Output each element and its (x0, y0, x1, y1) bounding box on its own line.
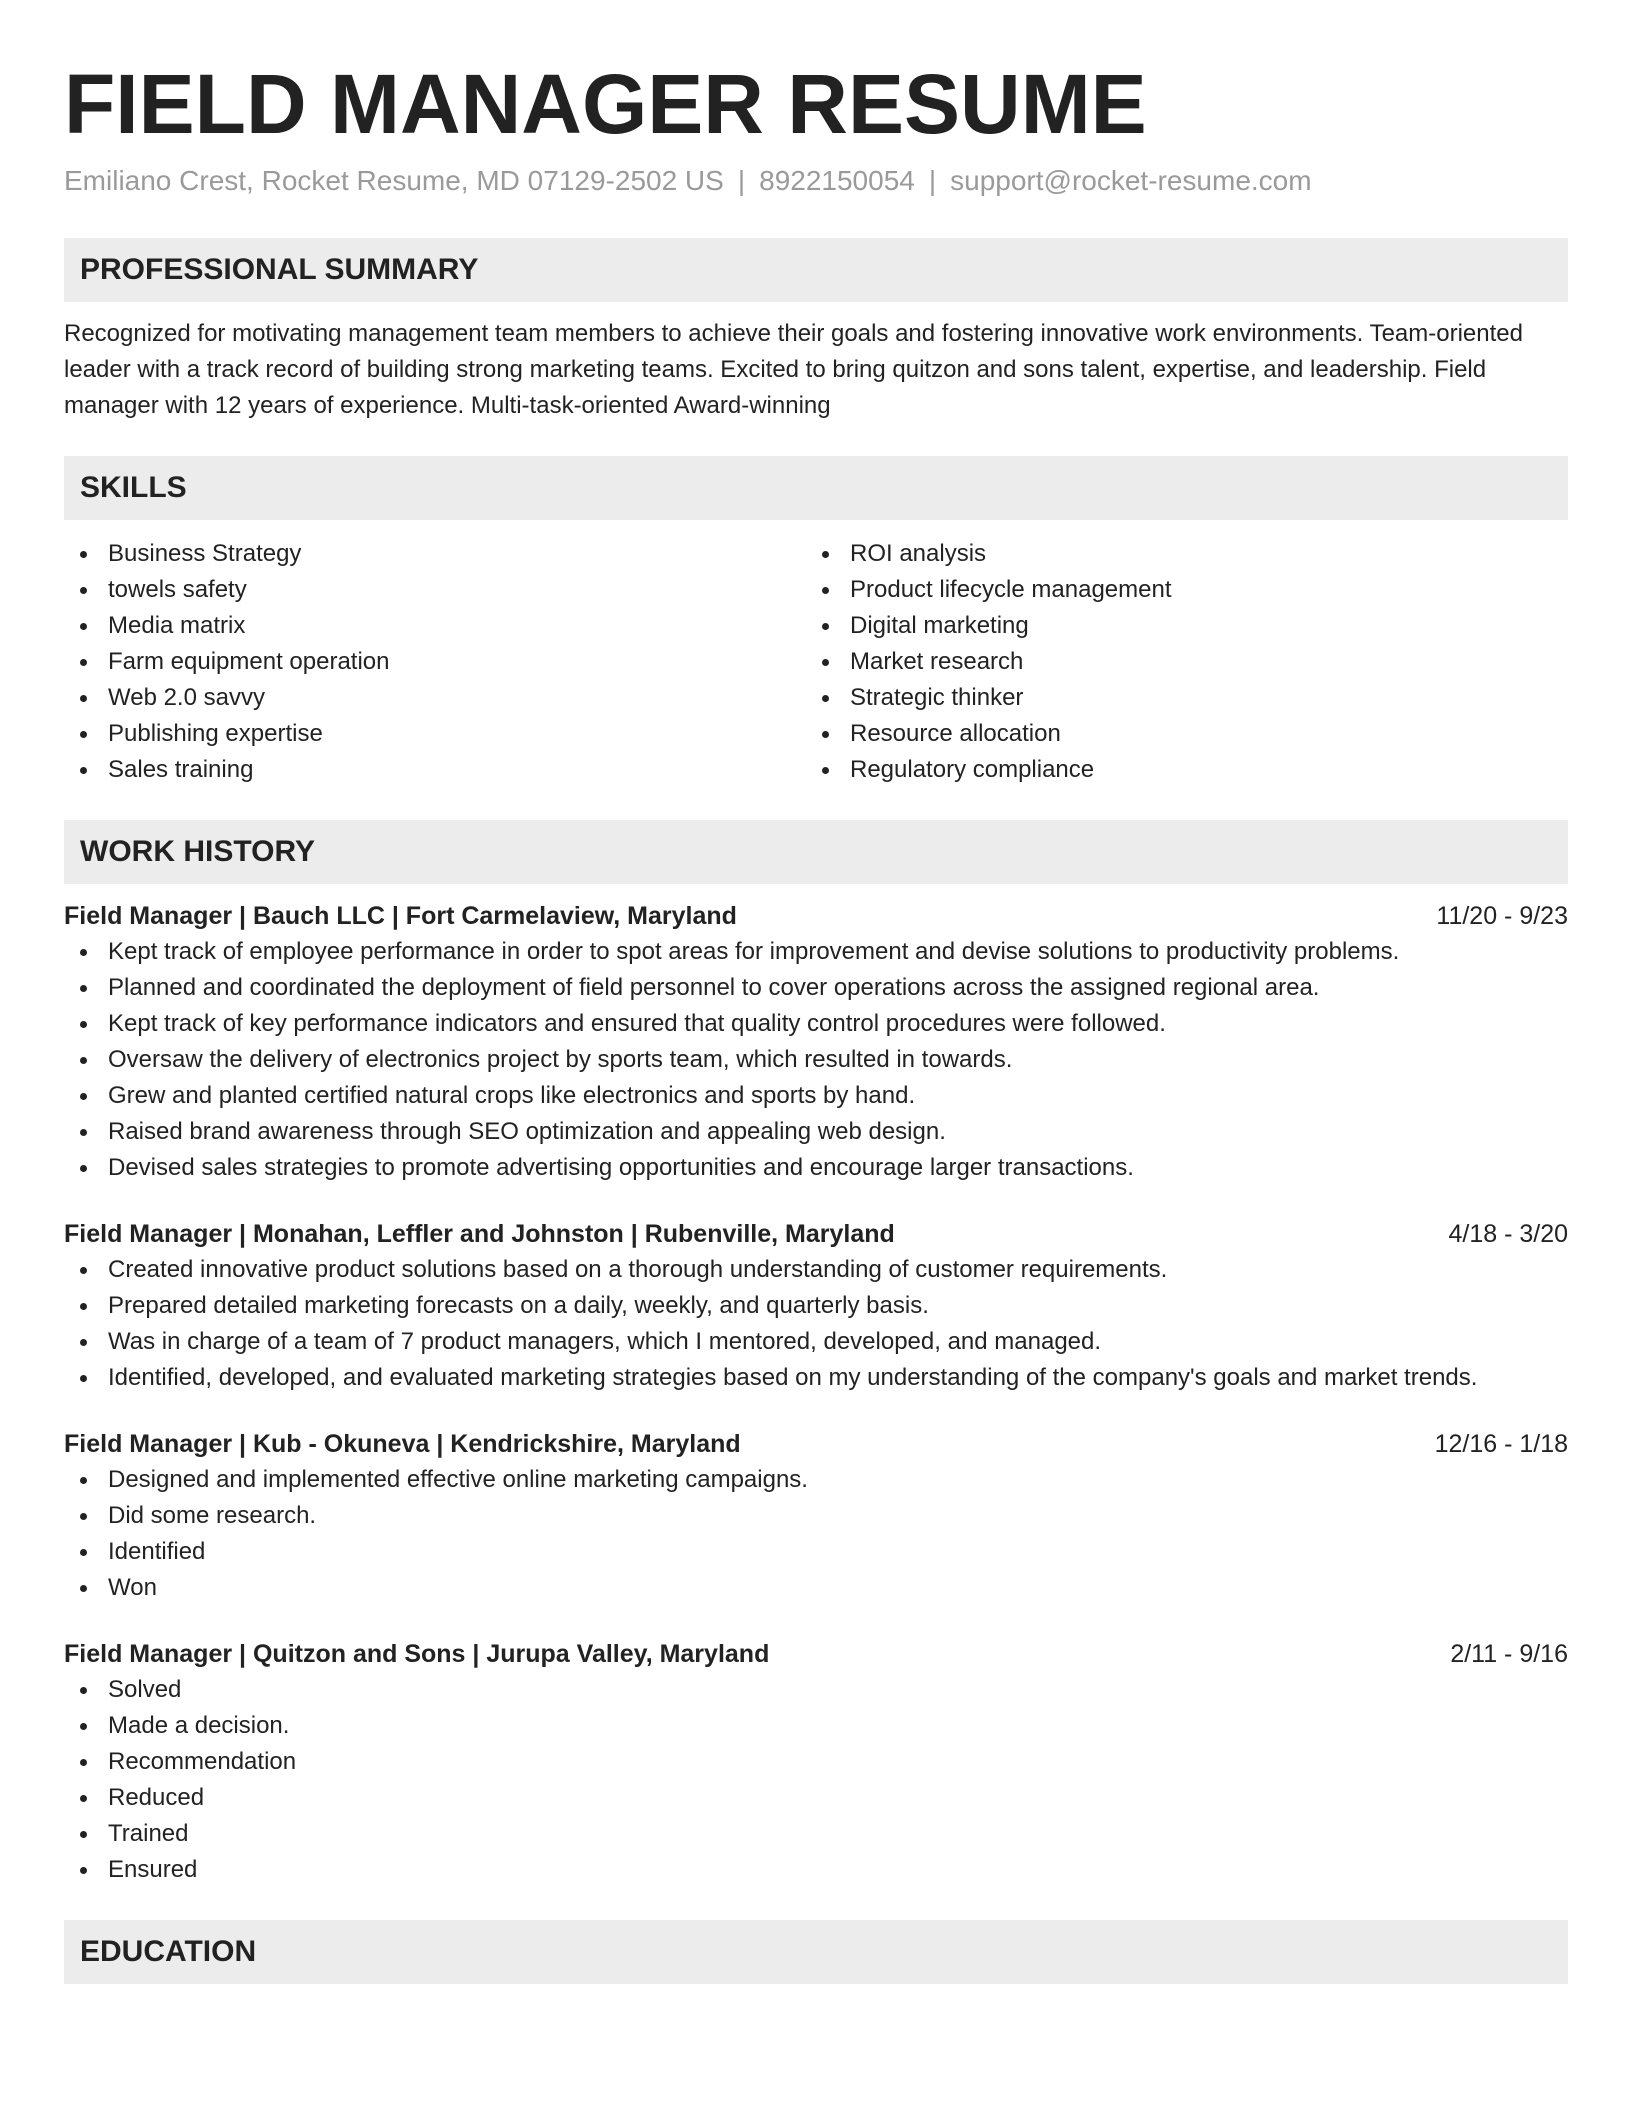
skills-column-left (64, 536, 806, 788)
job-bullet: Won (64, 1570, 1568, 1606)
job-bullet: Devised sales strategies to promote advertising opportunities and encourage larger transactions. (64, 1150, 1568, 1186)
job-header (64, 1426, 1568, 1462)
job-bullet: Oversaw the delivery of electronics project by sports team, which resulted in towards. (64, 1042, 1568, 1078)
job-bullets (64, 1252, 1568, 1396)
skill-item: Product lifecycle management (806, 572, 1548, 608)
job-header (64, 1216, 1568, 1252)
job-dates: 11/20 - 9/23 (1436, 902, 1568, 930)
job-bullet: Created innovative product solutions based on a thorough understanding of customer requirements. (64, 1252, 1568, 1288)
skill-item: Publishing expertise (64, 716, 806, 752)
contact-separator: | (928, 165, 937, 196)
job-bullet: Trained (64, 1816, 1568, 1852)
skill-item: Media matrix (64, 608, 806, 644)
job-bullet: Prepared detailed marketing forecasts on a daily, weekly, and quarterly basis. (64, 1288, 1568, 1324)
job-bullets (64, 934, 1568, 1186)
skills-heading: SKILLS (64, 456, 1568, 520)
job-title: Field Manager | Monahan, Leffler and Johnston | Rubenville, Maryland (64, 1220, 895, 1248)
job-header (64, 898, 1568, 934)
job-bullet: Ensured (64, 1852, 1568, 1888)
skill-item: ROI analysis (806, 536, 1548, 572)
work-history-heading: WORK HISTORY (64, 820, 1568, 884)
skill-item: Resource allocation (806, 716, 1548, 752)
contact-line (64, 164, 1568, 198)
summary-text: Recognized for motivating management team members to achieve their goals and fostering innovative work environments. Team-oriented leader with a track record of building strong marketing teams. Excited to bring quitzon and sons talent, expertise, and leadership. Field manager with 12 years of experience. Multi-task-oriented Award-winning (64, 320, 1523, 419)
resume-page (64, 0, 1568, 1984)
job-bullet: Did some research. (64, 1498, 1568, 1534)
job-title: Field Manager | Kub - Okuneva | Kendrickshire, Maryland (64, 1430, 741, 1458)
skill-item: Strategic thinker (806, 680, 1548, 716)
job-title: Field Manager | Quitzon and Sons | Jurupa Valley, Maryland (64, 1640, 770, 1668)
skill-item: Web 2.0 savvy (64, 680, 806, 716)
skill-item: Business Strategy (64, 536, 806, 572)
contact-address: Emiliano Crest, Rocket Resume, MD 07129-2502 US (64, 165, 724, 196)
education-heading: EDUCATION (64, 1920, 1568, 1984)
skill-item: Digital marketing (806, 608, 1548, 644)
job-bullet: Recommendation (64, 1744, 1568, 1780)
job-bullet: Raised brand awareness through SEO optimization and appealing web design. (64, 1114, 1568, 1150)
job-bullet: Kept track of key performance indicators and ensured that quality control procedures were followed. (64, 1006, 1568, 1042)
job-title: Field Manager | Bauch LLC | Fort Carmelaview, Maryland (64, 902, 737, 930)
job-bullet: Kept track of employee performance in order to spot areas for improvement and devise solutions to productivity problems. (64, 934, 1568, 970)
contact-phone: 8922150054 (759, 165, 915, 196)
job-bullet: Solved (64, 1672, 1568, 1708)
job-entry (64, 1636, 1568, 1888)
skills-column-right (806, 536, 1548, 788)
skills-grid (64, 536, 1568, 788)
resume-title: FIELD MANAGER RESUME (64, 57, 1147, 151)
job-dates: 2/11 - 9/16 (1450, 1640, 1568, 1668)
job-bullet: Made a decision. (64, 1708, 1568, 1744)
contact-separator: | (737, 165, 746, 196)
job-entry (64, 1426, 1568, 1606)
contact-email: support@rocket-resume.com (950, 165, 1312, 196)
job-header (64, 1636, 1568, 1672)
skill-item: towels safety (64, 572, 806, 608)
job-bullet: Identified, developed, and evaluated marketing strategies based on my understanding of the company's goals and market trends. (64, 1360, 1568, 1396)
skill-item: Regulatory compliance (806, 752, 1548, 788)
job-dates: 12/16 - 1/18 (1434, 1430, 1568, 1458)
job-bullet: Grew and planted certified natural crops like electronics and sports by hand. (64, 1078, 1568, 1114)
summary-heading: PROFESSIONAL SUMMARY (64, 238, 1568, 302)
job-bullet: Identified (64, 1534, 1568, 1570)
skill-item: Market research (806, 644, 1548, 680)
job-bullets (64, 1462, 1568, 1606)
skill-item: Sales training (64, 752, 806, 788)
job-entry (64, 1216, 1568, 1396)
skill-item: Farm equipment operation (64, 644, 806, 680)
job-bullet: Planned and coordinated the deployment of field personnel to cover operations across the assigned regional area. (64, 970, 1568, 1006)
job-bullet: Was in charge of a team of 7 product managers, which I mentored, developed, and managed. (64, 1324, 1568, 1360)
job-bullet: Reduced (64, 1780, 1568, 1816)
job-bullet: Designed and implemented effective online marketing campaigns. (64, 1462, 1568, 1498)
job-entry (64, 898, 1568, 1186)
job-bullets (64, 1672, 1568, 1888)
job-dates: 4/18 - 3/20 (1448, 1220, 1568, 1248)
